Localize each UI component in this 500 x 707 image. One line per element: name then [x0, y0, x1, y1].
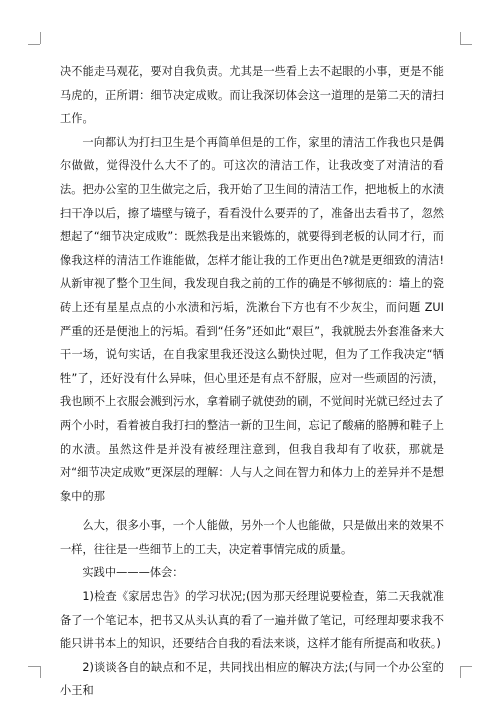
document-body	[60, 60, 444, 703]
paragraph-6: 2)谈谈各自的缺点和不足，共同找出相应的解决方法;(与同一个办公室的小王和	[60, 660, 444, 698]
paragraph-5: 1)检查《家居忠告》的学习状况;(因为那天经理说要检查，第二天我就准备了一个笔记本，把书又从头认真的看了一遍并做了笔记，可经理却要求我不能只讲书本上的知识，还要结合自我的看法来谈，这样才能有所提高和收获。)	[60, 590, 444, 651]
paragraph-4: 实践中———体会：	[82, 566, 184, 580]
paragraph-1: 决不能走马观花，要对自我负责。尤其是一些看上去不起眼的小事，更是不能马虎的，正所谓：细节决定成败。而让我深切体会这一道理的是第二天的清扫工作。	[60, 65, 444, 126]
crop-mark-bottom-right-h	[460, 666, 472, 667]
crop-mark-top-left-v	[40, 32, 41, 44]
crop-mark-top-right-h	[460, 44, 472, 45]
paragraph-2: 一向都认为打扫卫生是个再简单但是的工作，家里的清洁工作我也只是偶尔做做，觉得没什么大不了的。可这次的清洁工作，让我改变了对清洁的看法。把办公室的卫生做完之后，我开始了卫生间的清洁工作，把地板上的水渍扫干净以后，擦了墙壁与镜子，看看没什么要弄的了，准备出去看书了，忽然想起了“细节决定成败”：既然我是出来锻炼的，就要得到老板的认同才行，而像我这样的清洁工作谁能做，怎样才能让我的工作更出色?就是更细致的清洁!从新审视了整个卫生间，我发现自我之前的工作的确是不够彻底的：墙上的瓷砖上还有星星点点的小水渍和污垢，洗漱台下方也有不少灰尘，而问题 ZUI 严重的还是便池上的污垢。看到“任务”还如此“艰巨”，我就脱去外套准备来大干一场，说句实话，在自我家里我还没这么勤快过呢，但为了工作我决定“牺牲”了，还好没有什么异味，但心里还是有点不舒服，应对一些顽固的污渍，我也顾不上衣服会溅到污水，拿着刷子就使劲的刷，不觉间时光就已经过去了两个小时，看着被自我打扫的整洁一新的卫生间，忘记了酸痛的胳膊和鞋子上的水渍。虽然这件是并没有被经理注意到，但我自我却有了收获，那就是对“细节决定成败”更深层的理解：人与人之间在智力和体力上的差异并不是想象中的那	[60, 135, 444, 503]
crop-mark-bottom-left-h	[28, 666, 40, 667]
crop-mark-top-right-v	[460, 32, 461, 44]
crop-mark-bottom-left-v	[40, 666, 41, 678]
crop-mark-bottom-right-v	[460, 666, 461, 678]
paragraph-3: 么大，很多小事，一个人能做，另外一个人也能做，只是做出来的效果不一样，往往是一些细节上的工夫，决定着事情完成的质量。	[60, 519, 444, 556]
crop-mark-top-left-h	[28, 44, 40, 45]
